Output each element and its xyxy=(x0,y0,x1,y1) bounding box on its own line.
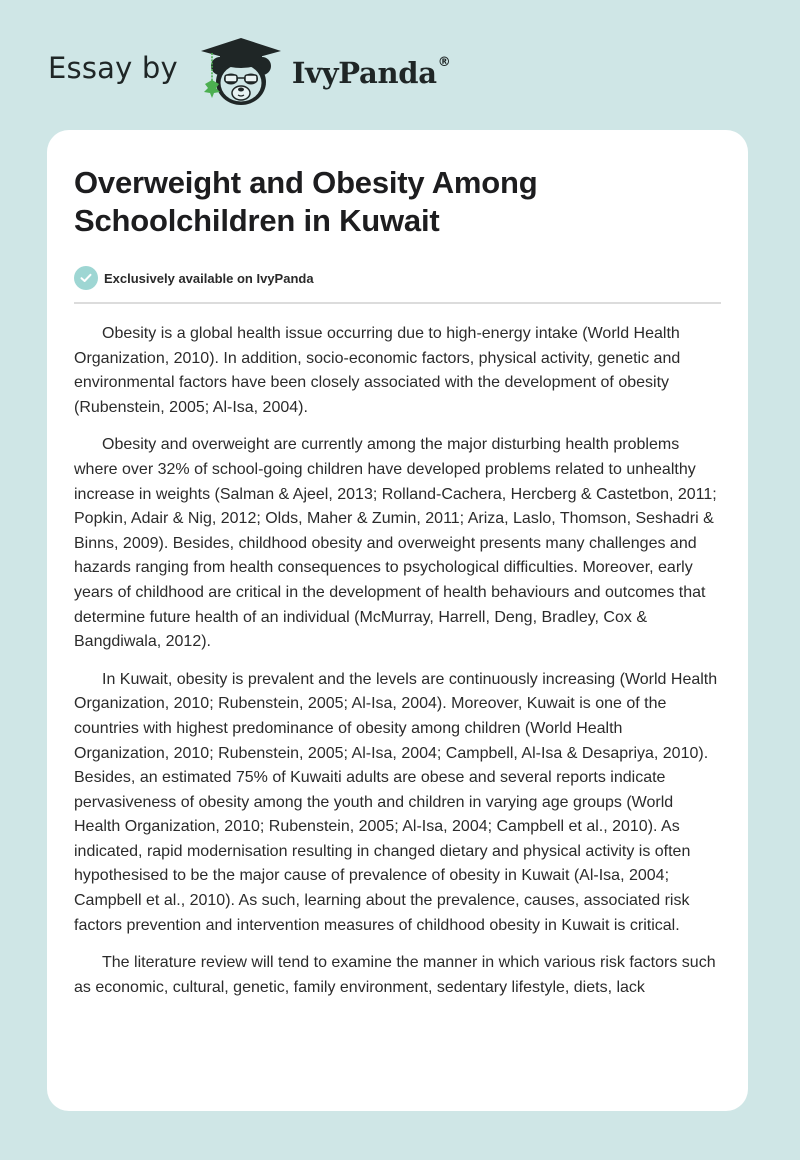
essay-paragraph: The literature review will tend to examine the manner in which various risk factors such as economic, cultural, genetic, family environment, sedentary lifestyle, diets, lack xyxy=(74,954,716,996)
check-circle-icon xyxy=(74,266,98,290)
essay-by-label: Essay by xyxy=(48,50,178,85)
brand-name-text: IvyPanda xyxy=(291,55,437,90)
registered-mark: ® xyxy=(437,54,451,70)
essay-title: Overweight and Obesity Among Schoolchildren in Kuwait xyxy=(74,165,538,238)
brand-name[interactable] xyxy=(291,54,451,90)
checkmark-icon xyxy=(80,273,92,283)
brand-header xyxy=(48,32,450,108)
exclusive-badge-row xyxy=(74,265,721,291)
title-divider xyxy=(74,302,721,304)
essay-card xyxy=(47,130,748,1111)
exclusive-label: Exclusively available on IvyPanda xyxy=(104,270,314,286)
essay-paragraph: Obesity is a global health issue occurring due to high-energy intake (World Health Organization, 2010). In addition, socio-economic factors, physical activity, genetic and environmental factors have been closely associated with the development of obesity (Rubenstein, 2005; Al-Isa, 2004). xyxy=(74,325,681,416)
panda-graduate-logo-icon[interactable] xyxy=(198,32,284,108)
essay-paragraph: In Kuwait, obesity is prevalent and the levels are continuously increasing (World Health Organization, 2010; Rubenstein, 2005; Al-Isa, 2004). Moreover, Kuwait is one of the countries with highest predominance of obesity among children (World Health Organization, 2010; Rubenstein, 2005; Al-Isa, 2004; Campbell, Al-Isa & Desapriya, 2010). Besides, an estimated 75% of Kuwaiti adults are obese and several reports indicate pervasiveness of obesity among the youth and children in varying age groups (World Health Organization, 2010; Rubenstein, 2005; Al-Isa, 2004; Campbell et al., 2010). As indicated, rapid modernisation resulting in changed dietary and physical activity is often hypothesised to be the major cause of prevalence of obesity in Kuwait (Al-Isa, 2004; Campbell et al., 2010). As such, learning about the prevalence, causes, associated risk factors prevention and intervention measures of childhood obesity in Kuwait is critical. xyxy=(74,670,718,934)
essay-body xyxy=(74,322,721,1000)
essay-paragraph: Obesity and overweight are currently among the major disturbing health problems where over 32% of school-going children have developed problems related to unhealthy increase in weights (Salman & Ajeel, 2013; Rolland-Cachera, Hercberg & Castetbon, 2011; Popkin, Adair & Nig, 2012; Olds, Maher & Zumin, 2011; Ariza, Laslo, Thomson, Seshadri & Binns, 2009). Besides, childhood obesity and overweight presents many challenges and hazards ranging from health consequences to psychological difficulties. Moreover, early years of childhood are critical in the development of health behaviours and outcomes that determine future health of an individual (McMurray, Harrell, Deng, Bradley, Cox & Bangdiwala, 2012). xyxy=(74,436,717,651)
essay-card-content xyxy=(47,130,748,1000)
